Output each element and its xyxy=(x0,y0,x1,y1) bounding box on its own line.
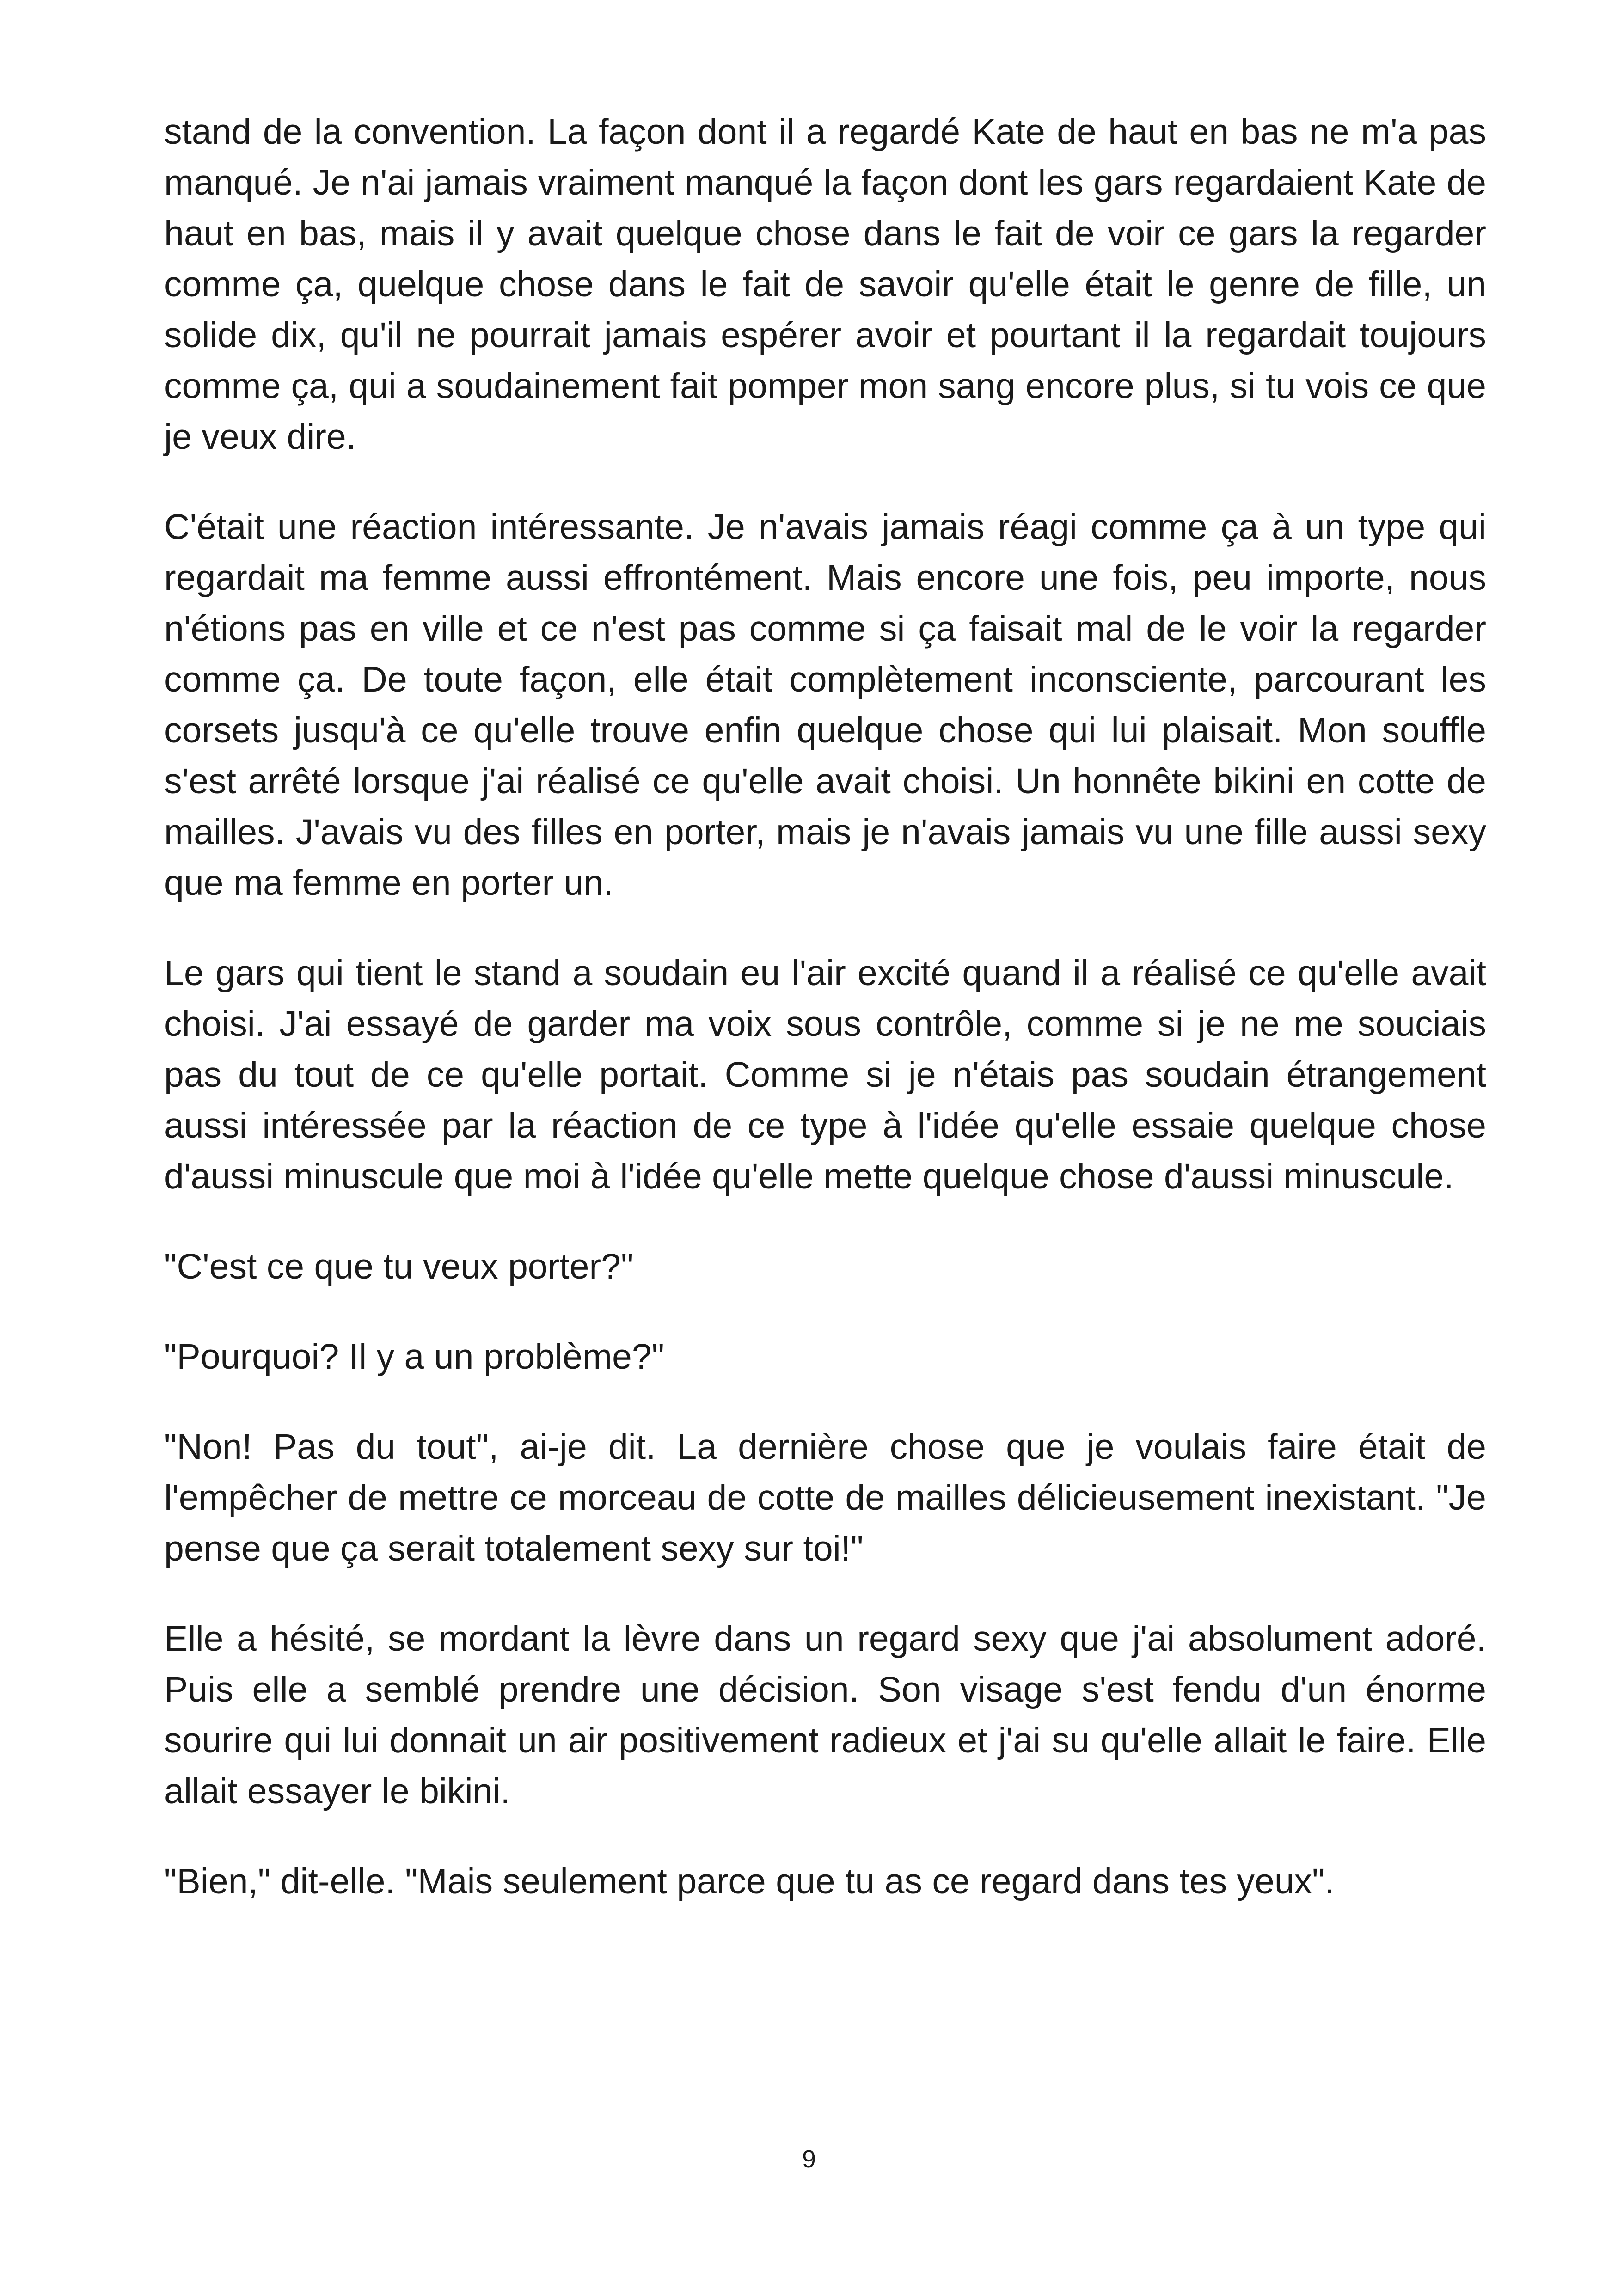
paragraph-3: Le gars qui tient le stand a soudain eu l'air excité quand il a réalisé ce qu'elle avait choisi. J'ai essayé de garder ma voix sous contrôle, comme si je ne me souciais pas du tout de ce qu'elle portait. Comme si je n'étais pas soudain étrangement aussi intéressée par la réaction de ce type à l'idée qu'elle essaie quelque chose d'aussi minuscule que moi à l'idée qu'elle mette quelque chose d'aussi minuscule. xyxy=(164,953,1486,1196)
paragraph-2: C'était une réaction intéressante. Je n'avais jamais réagi comme ça à un type qui regardait ma femme aussi effrontément. Mais encore une fois, peu importe, nous n'étions pas en ville et ce n'est pas comme si ça faisait mal de le voir la regarder comme ça. De toute façon, elle était complètement inconsciente, parcourant les corsets jusqu'à ce qu'elle trouve enfin quelque chose qui lui plaisait. Mon souffle s'est arrêté lorsque j'ai réalisé ce qu'elle avait choisi. Un honnête bikini en cotte de mailles. J'avais vu des filles en porter, mais je n'avais jamais vu une fille aussi sexy que ma femme en porter un. xyxy=(164,507,1486,903)
paragraph-5: "Pourquoi? Il y a un problème?" xyxy=(164,1337,664,1377)
page-number: 9 xyxy=(802,2145,816,2173)
body-text xyxy=(164,106,1486,1946)
paragraph-6: "Non! Pas du tout", ai-je dit. La dernière chose que je voulais faire était de l'empêcher de mettre ce morceau de cotte de mailles délicieusement inexistant. "Je pense que ça serait totalement sexy sur toi!" xyxy=(164,1427,1486,1568)
paragraph-4: "C'est ce que tu veux porter?" xyxy=(164,1247,634,1286)
paragraph-1: stand de la convention. La façon dont il a regardé Kate de haut en bas ne m'a pas manqué. Je n'ai jamais vraiment manqué la façon dont les gars regardaient Kate de haut en bas, mais il y avait quelque chose dans le fait de voir ce gars la regarder comme ça, quelque chose dans le fait de savoir qu'elle était le genre de fille, un solide dix, qu'il ne pourrait jamais espérer avoir et pourtant il la regardait toujours comme ça, qui a soudainement fait pomper mon sang encore plus, si tu vois ce que je veux dire. xyxy=(164,112,1486,457)
paragraph-8: "Bien," dit-elle. "Mais seulement parce que tu as ce regard dans tes yeux". xyxy=(164,1861,1335,1901)
paragraph-7: Elle a hésité, se mordant la lèvre dans un regard sexy que j'ai absolument adoré. Puis elle a semblé prendre une décision. Son visage s'est fendu d'un énorme sourire qui lui donnait un air positivement radieux et j'ai su qu'elle allait le faire. Elle allait essayer le bikini. xyxy=(164,1619,1486,1811)
